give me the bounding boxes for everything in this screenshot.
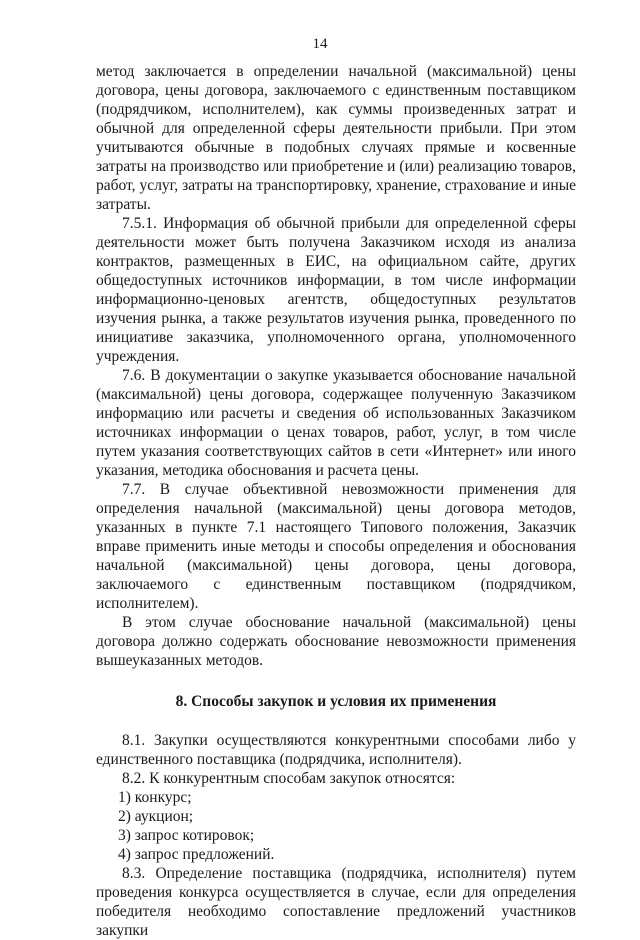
list-item: 3) запрос котировок; <box>118 827 255 844</box>
list-item: 4) запрос предложений. <box>118 846 275 863</box>
paragraph-method-continuation: метод заключается в определении начальной (максимальной) цены договора, цены договора, заключаемого с единственным поставщиком (подрядчиком, исполнителем), как суммы произведенных затрат и обычной для определенной сферы деятельности прибыли. При этом учитываются обычные в подобных случаях прямые и косвенные затраты на производство или приобретение и (или) реализацию товаров, работ, услуг, затраты на транспортировку, хранение, страхование и иные затраты. <box>96 63 576 213</box>
paragraph-8-3: 8.3. Определение поставщика (подрядчика, исполнителя) путем проведения конкурса осуществляется в случае, если для определения победителя необходимо сопоставление предложений участников закупки <box>96 865 576 939</box>
paragraph-8-1: 8.1. Закупки осуществляются конкурентными способами либо у единственного поставщика (подрядчика, исполнителя). <box>96 732 576 768</box>
list-item: 1) конкурс; <box>118 789 192 806</box>
paragraph-7-6: 7.6. В документации о закупке указывается обоснование начальной (максимальной) цены договора, содержащее полученную Заказчиком информацию или расчеты и сведения об использованных Заказчиком источниках информации о ценах товаров, работ, услуг, в том числе путем указания соответствующих сайтов в сети «Интернет» или иного указания, методика обоснования и расчета цены. <box>96 367 576 479</box>
section-heading-8: 8. Способы закупок и условия их применения <box>175 693 497 710</box>
list-item: 2) аукцион; <box>118 808 194 825</box>
document-body <box>96 62 576 940</box>
page-number: 14 <box>312 36 328 52</box>
paragraph-7-7-note: В этом случае обоснование начальной (максимальной) цены договора должно содержать обоснование невозможности применения вышеуказанных методов. <box>96 614 576 669</box>
paragraph-7-7: 7.7. В случае объективной невозможности применения для определения начальной (максимальной) цены договора методов, указанных в пункте 7.1 настоящего Типового положения, Заказчик вправе применить иные методы и способы определения и обоснования начальной (максимальной) цены договора, цены договора, заключаемого с единственным поставщиком (подрядчиком, исполнителем). <box>96 481 576 612</box>
paragraph-8-2: 8.2. К конкурентным способам закупок относятся: <box>122 770 456 787</box>
paragraph-7-5-1: 7.5.1. Информация об обычной прибыли для определенной сферы деятельности может быть получена Заказчиком исходя из анализа контрактов, размещенных в ЕИС, на официальном сайте, других общедоступных источников информации, в том числе информации информационно-ценовых агентств, общедоступных результатов изучения рынка, а также результатов изучения рынка, проведенного по инициативе заказчика, уполномоченного органа, уполномоченного учреждения. <box>96 215 576 365</box>
